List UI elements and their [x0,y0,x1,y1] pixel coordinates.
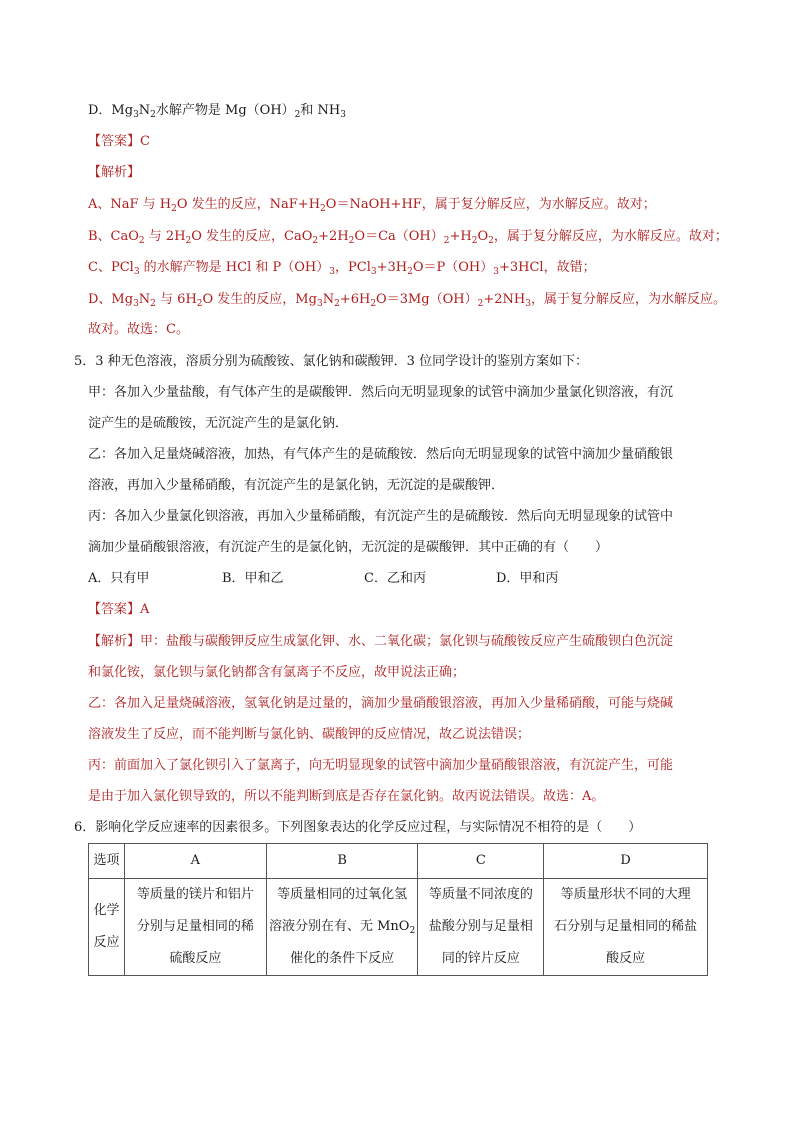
q4-answer: 【答案】C [88,134,150,149]
q5-yi-1: 乙：各加入足量烧碱溶液，加热，有气体产生的是硫酸铵．然后向无明显现象的试管中滴加少量硝酸银 [88,447,674,462]
q5-option-b: B．甲和乙 [222,571,284,586]
q4-option-d: D．$Mg_3N_2$水解产物是 $Mg(OH)_2$和 $NH_3$ [88,103,346,120]
q6-options-table [88,843,708,976]
q5-stem: 5．3 种无色溶液，溶质分别为硫酸铵、氯化钠和碳酸钾．3 位同学设计的鉴别方案如下： [74,354,589,369]
table-header-cell: B [266,844,418,879]
q5-bing-1: 丙：各加入少量氯化钡溶液，再加入少量稀硝酸，有沉淀产生的是硫酸铵．然后向无明显现象的试管中 [88,509,674,524]
q5-analysis-3: 乙：各加入足量烧碱溶液，氢氧化钠是过量的，滴加少量硝酸银溶液，再加入少量稀硝酸，可能与烧碱 [88,696,674,711]
table-row-label: 化学 反应 [89,879,125,976]
table-cell-d: 等质量形状不同的大理 石分别与足量相同的稀盐 酸反应 [544,879,708,976]
q4-analysis-d-cont: 故对。故选：C。 [88,322,189,337]
table-header-row [89,844,708,879]
q4-analysis-c: C、PCl$_3$ 的水解产物是 HCl 和 $P(OH)_3$，$PCl_3+3H_2O=P(OH)_3+3HCl$，故错； [88,260,596,277]
table-cell-a: 等质量的镁片和铝片 分别与足量相同的稀 硫酸反应 [124,879,266,976]
q5-yi-2: 溶液，再加入少量稀硝酸，有沉淀产生的是氯化钠，无沉淀的是碳酸钾． [88,478,505,493]
q5-option-c: C．乙和丙 [364,571,426,586]
q4-analysis-d: D、$Mg_3N_2$ 与 $6H_2O$ 发生的反应，$Mg_3N_2+6H_2O=3Mg(OH)_2+2NH_3$，属于复分解反应，为水解反应。 [88,292,726,309]
q4-analysis-b: B、CaO$_2$ 与 $2H_2O$ 发生的反应，$CaO_2+2H_2O=Ca(OH)_2+H_2O_2$，属于复分解反应，为水解反应。故对； [88,229,728,246]
table-row [89,879,708,976]
q6-stem: 6．影响化学反应速率的因素很多。下列图象表达的化学反应过程，与实际情况不相符的是（ ） [74,820,642,835]
q5-analysis-5: 丙：前面加入了氯化钡引入了氯离子，向无明显现象的试管中滴加少量硝酸银溶液，有沉淀产生，可能 [88,758,674,773]
q5-answer: 【答案】A [88,602,150,617]
table-cell-c: 等质量不同浓度的 盐酸分别与足量相 同的锌片反应 [418,879,544,976]
table-header-cell: 选项 [89,844,125,879]
q5-option-a: A．只有甲 [88,571,150,586]
q5-analysis-1: 【解析】甲：盐酸与碳酸钾反应生成氯化钾、水、二氧化碳；氯化钡与硫酸铵反应产生硫酸钡白色沉淀 [88,634,674,649]
table-header-cell: C [418,844,544,879]
q5-analysis-2: 和氯化铵，氯化钡与氯化钠都含有氯离子不反应，故甲说法正确； [88,665,466,680]
table-cell-b: 等质量相同的过氧化氢 溶液分别在有、无 MnO$_2$ 催化的条件下反应 [266,879,418,976]
q5-jia-2: 淀产生的是硫酸铵，无沉淀产生的是氯化钠． [88,416,349,431]
q4-analysis-a: A、NaF 与 $H_2O$ 发生的反应，$NaF+H_2O=NaOH+HF$，属于复分解反应，为水解反应。故对； [88,197,656,214]
q5-bing-2: 滴加少量硝酸银溶液，有沉淀产生的是氯化钠，无沉淀的是碳酸钾．其中正确的有（ ） [88,540,609,555]
q5-analysis-6: 是由于加入氯化钡导致的，所以不能判断到底是否存在氯化钠。故丙说法错误。故选：A。 [88,789,605,804]
q4-analysis-title: 【解析】 [88,165,141,180]
q5-analysis-4: 溶液发生了反应，而不能判断与氯化钠、碳酸钾的反应情况，故乙说法错误； [88,727,531,742]
table-header-cell: D [544,844,708,879]
table-header-cell: A [124,844,266,879]
q5-jia-1: 甲：各加入少量盐酸，有气体产生的是碳酸钾．然后向无明显现象的试管中滴加少量氯化钡溶液，有沉 [88,385,674,400]
q5-option-d: D．甲和丙 [496,571,559,586]
